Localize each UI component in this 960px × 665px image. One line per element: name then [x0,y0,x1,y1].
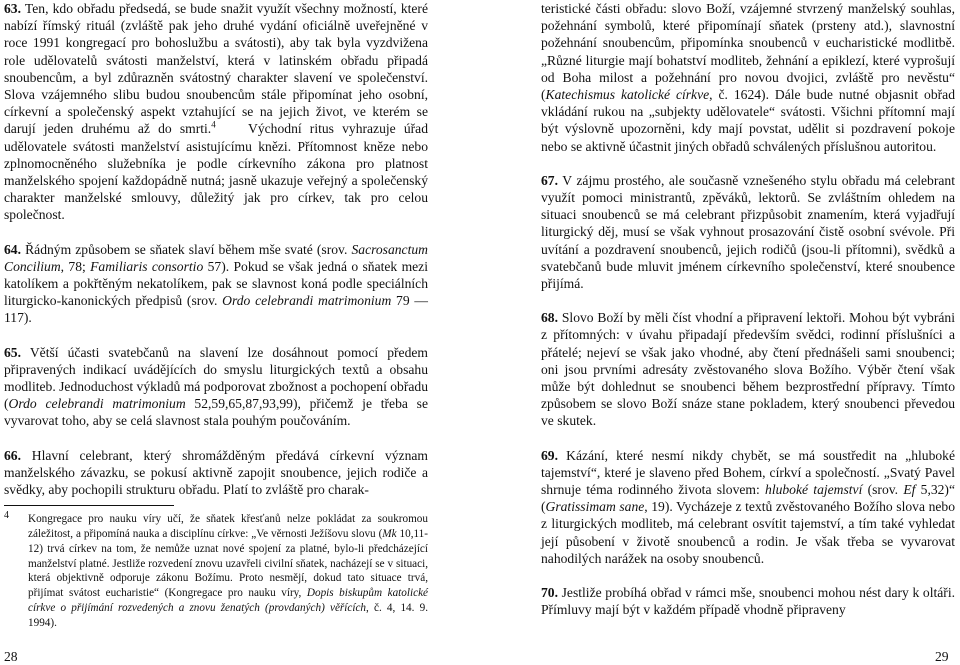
footnote-divider [4,505,174,506]
paragraph-text: (srov. [862,482,904,498]
paragraph-text: Větší účasti svatebčanů na slavení lze dosáhnout pomocí předem připravených indikací uvádějících do smyslu liturgických textů a obsahu modliteb. Jednoduchost výkladů má podporovat zbožnost a pochopení obřadu ( [4,344,428,412]
paragraph-text: Hlavní celebrant, který shromážděným předává církevní význam manželského závazku, se pokusí aktivně zapojit snoubence, jejich rodiče a svědky, aby pochopili strukturu obřadu. Platí to zvláště pro charak- [4,447,428,498]
footnote-text: Kongregace pro nauku víry učí, že sňatek křesťanů nelze pokládat za soukromou záležitost, a připomíná nauka a disciplínu církve: „Ve věrnosti Ježíšovu slovu ( [28,513,428,541]
paragraph-64 [4,241,428,327]
paragraph-66 [4,447,428,499]
citation-title: Familiaris consortio [90,258,204,274]
paragraph-text: V zájmu prostého, ale současně vznešeného stylu obřadu má celebrant využít pomoci ministrantů, zpěváků, lektorů. Se zvláštním ohledem na situaci snoubenců se má celebrant přizpůsobit znamením, která vyjadřují liturgický děj, musí se však vyhnout prosazování čistě osobní svévole. Při uvítání a pozdravení snoubenců, jejich rodičů (jsou-li přítomni), svědků a svatebčanů bude mluvit jménem církevního společenství, které snoubence přijímá. [541,172,955,292]
footnote-reference[interactable]: 4 [211,119,216,130]
paragraph-text: Kázání, které nesmí nikdy chybět, se má soustředit na „hluboké tajemství“, které je slaveno před Bohem, církví a společností. „Svatý Pavel shrnuje téma rodinného života slovem: [541,447,955,498]
paragraph-69 [541,447,955,567]
paragraph-text: 57). Pokud se však jedná o sňatek mezi katolíkem a pokřtěným nekatolíkem, pak se slavnost koná podle speciálních liturgicko-kanonických předpisů (srov. [4,258,428,309]
citation-title: Mk [382,528,397,541]
citation-title: Ordo celebrandi matrimonium [8,396,186,412]
right-column [541,0,955,619]
citation-title: Ordo celebrandi matrimonium [222,293,392,309]
page-number-right: 29 [935,649,949,664]
paragraph-number: 63. [4,1,21,16]
paragraph-70 [541,584,955,618]
page-number-left: 28 [4,649,18,664]
paragraph-number: 68. [541,310,558,326]
paragraph-68 [541,309,955,429]
left-column [4,0,432,631]
footnote [4,512,428,630]
paragraph-text: , č. 1624). Dále bude nutné objasnit obřad vkládání rukou na „subjekty udělovatele“ svátosti. Všichni přítomní mají být výslovně upozorněni, kdy mají povstat, udělit si pozdravení pokoje nebo se aktivně účastnit jiných obřadů schválených příslušnou autoritou. [541,87,955,154]
paragraph-number: 65. [4,344,21,360]
paragraph-66-continued [541,0,955,155]
footnote-text: , č. 4, 14. 9. 1994). [28,602,428,629]
paragraph-65 [4,344,428,430]
paragraph-63 [4,0,432,224]
paragraph-text: Ten, kdo obřadu předsedá, se bude snažit využít všechny možností, které nabízí římský rituál (zvláště pak jeho druhé vydání oficiálně uveřejněné v roce 1991 kongregací pro bohoslužbu a svátosti), aby tak byla vyzdvižena role udělovatelů svátosti manželství, která v latinském obřadu připadá snoubencům, a byl zdůrazněn svátostný charakter slavení ve společenství. Slova vzájemného slibu budou snoubencům stále připomínat jeho osobní, církevní a společenský aspekt vztahující se na jejich život, ve kterém se darují jeden druhému až do smrti. [4,1,428,137]
paragraph-text: , 19). Vycházeje z textů zvěstovaného Božího slova nebo z liturgických modliteb, má celebrant osvítit tajemství, a tím také vyhledat její působení v životě snoubenců a rodin. Je však třeba se vyvarovat nahodilých narážek na osoby snoubenců. [541,499,956,566]
paragraph-number: 70. [541,585,558,601]
paragraph-number: 66. [4,447,21,463]
paragraph-text: 5,32)“ ( [541,482,955,515]
paragraph-number: 69. [541,447,558,463]
paragraph-text: Východní ritus vyhrazuje úřad udělovatele svátosti manželství asistujícímu knězi. Přítomnost kněze nebo zplnomocněného služebníka je podle církevního zákona pro platnost manželského spojení každopádně nutná; jasně ukazuje veřejný a společenský charakter manželské smlouvy, důležitý jak pro církev, tak pro celou společnost. [4,121,432,223]
paragraph-text: Řádným způsobem se sňatek slaví během mše svaté (srov. [21,241,352,257]
paragraph-text: 52,59,65,87,93,99), přičemž je třeba se vyvarovat toho, aby se celá slavnost stala pouhým poučováním. [4,396,428,429]
paragraph-text: Slovo Boží by měli číst vhodní a připravení lektoři. Mohou být vybráni z přítomných: v úvahu připadají především svědci, rodinní příslušníci a přátelé; nejeví se však jako vhodné, aby čtení přednášeli sami snoubenci; oni jsou prvními adresáty zvěstovaného slova Božího. Výběr čtení však může být dohlednut se snoubenci během bezprostřední přípravy. Tímto způsobem se slovo Boží snáze stane pokladem, který snoubenci převedou ve skutek. [541,310,955,429]
quote-phrase: hluboké tajemství [765,482,863,498]
paragraph-number: 67. [541,172,558,188]
citation-title: Dopis biskupům katolické církve o přijímání rozvedených a znovu ženatých (provdaných) věřících [28,587,428,615]
citation-title: Ef [903,482,916,498]
paragraph-number: 64. [4,241,21,257]
paragraph-text: teristické části obřadu: slovo Boží, vzájemné stvrzený manželský souhlas, požehnání symbolů, které připomínají sňatek (prsteny atd.), slavnostní požehnání snoubencům, připomínka snoubenců v eucharistické modlitbě. „Různé liturgie mají bohatství modliteb, žehnání a epiklezí, které vyprošují od Boha milost a požehnání pro novou dvojici, zvláště pro nevěstu“ ( [541,1,955,103]
footnote-mark: 4 [4,510,9,522]
paragraph-text: Jestliže probíhá obřad v rámci mše, snoubenci mohou nést dary k oltáři. Přímluvy mají být v každém případě vhodně připraveny [541,585,955,618]
citation-title: Sacrosanctum Concilium [4,241,428,274]
citation-title: Katechismus katolické církve [545,87,710,103]
paragraph-text: 79 — 117). [4,293,428,326]
citation-title: Gratissimam sane [545,499,645,515]
paragraph-text: , 78; [60,258,91,274]
paragraph-67 [541,172,955,292]
footnote-text: 10,11-12) trvá církev na tom, že nemůže uznat nové spojení za platné, bylo-li předcházející manželství platné. Jestliže rozvedení znovu uzavřeli civilní sňatek, nacházejí se v situaci, která objektivně odporuje zákonu Božímu. Proto nesmějí, dokud tato situace trvá, přijímat svátost eucharistie“ (Kongregace pro nauku víry, [28,528,428,600]
